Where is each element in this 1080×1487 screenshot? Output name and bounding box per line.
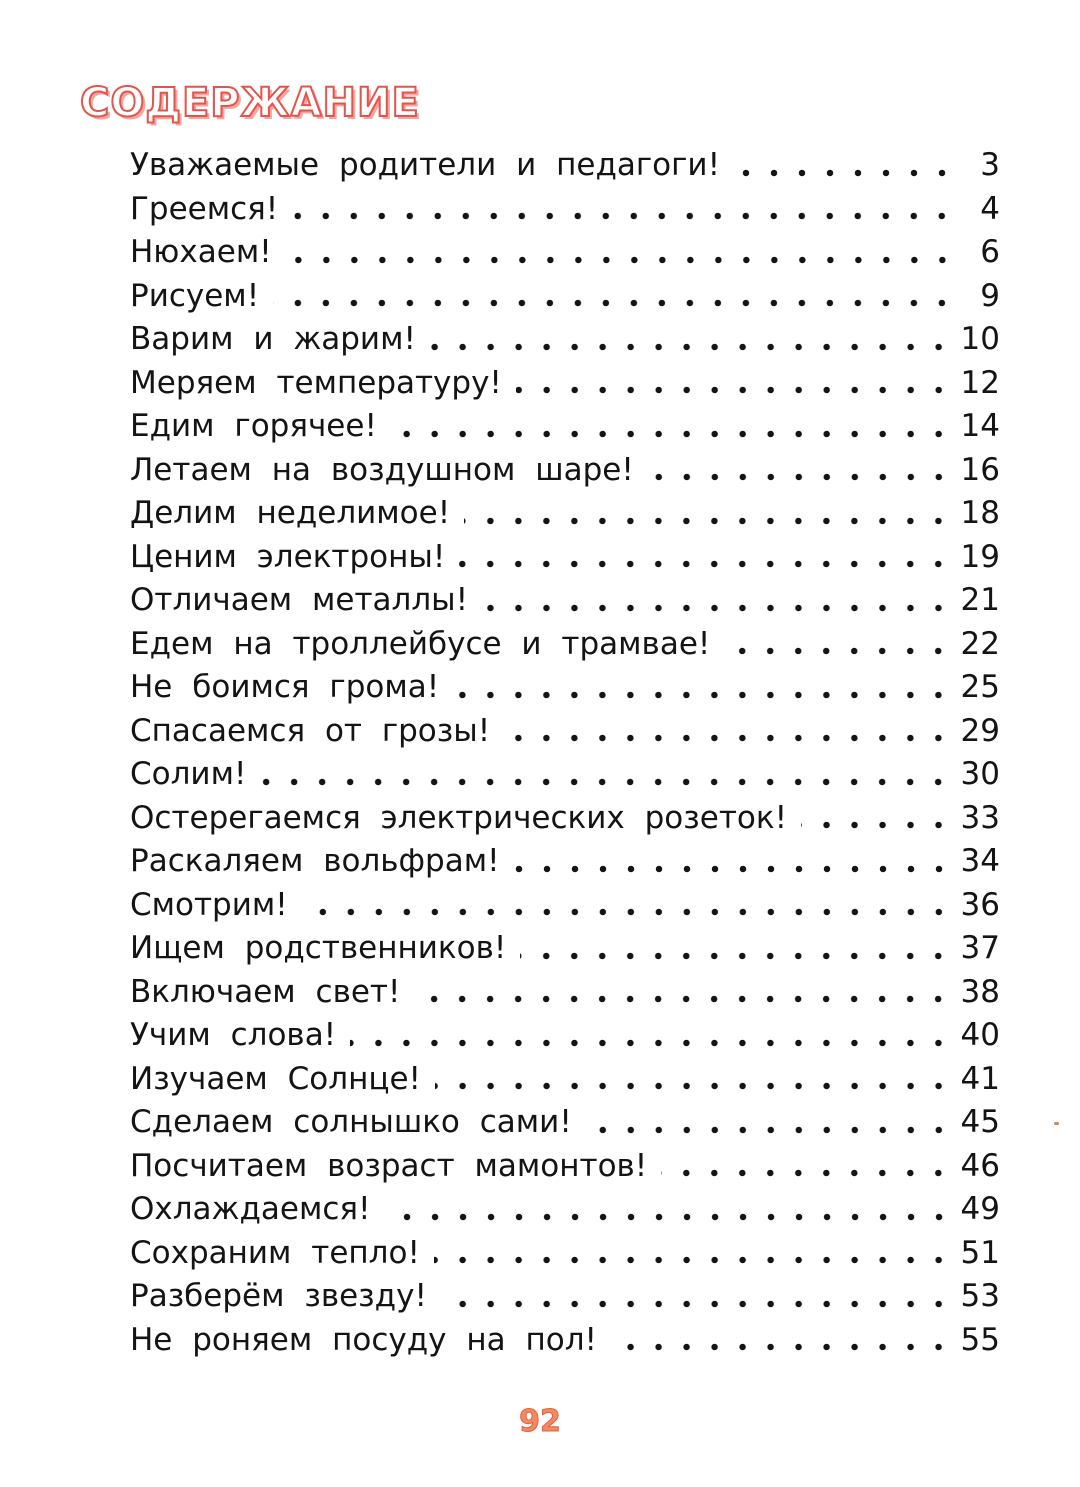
toc-entry-page: 12	[960, 364, 1000, 401]
print-speck	[1054, 1122, 1059, 1125]
toc-entry-title: Не боимся грома!	[130, 669, 440, 705]
toc-entry-page: 10	[960, 321, 1000, 357]
toc-entry-title: Солим!	[130, 756, 247, 792]
toc-entry	[130, 797, 1000, 841]
table-of-contents	[130, 144, 1000, 1362]
dot-leader	[482, 604, 952, 612]
dot-leader	[459, 560, 952, 568]
dot-leader	[520, 952, 952, 960]
toc-entry-page: 33	[960, 799, 1000, 836]
dot-leader	[661, 1169, 952, 1177]
toc-entry-title: Варим и жарим!	[130, 321, 416, 357]
toc-entry	[130, 927, 1000, 971]
toc-entry	[130, 623, 1000, 667]
toc-entry-page: 19	[960, 538, 1000, 575]
toc-entry-title: Делим неделимое!	[130, 495, 451, 531]
page-number: 92	[519, 1404, 561, 1439]
dot-leader	[441, 1300, 953, 1308]
toc-entry-title: Летаем на воздушном шаре!	[130, 451, 634, 488]
toc-entry	[130, 449, 1000, 493]
dot-leader	[516, 386, 953, 394]
toc-entry-title: Охлаждаемся!	[130, 1191, 371, 1227]
dot-leader	[385, 1213, 953, 1221]
toc-entry	[130, 1188, 1000, 1232]
toc-entry-title: Раскаляем вольфрам!	[130, 843, 500, 879]
toc-entry-page: 25	[960, 669, 1000, 705]
dot-leader	[302, 908, 953, 916]
dot-leader	[286, 256, 956, 264]
toc-entry	[130, 318, 1000, 362]
dot-leader	[434, 1256, 953, 1264]
toc-entry	[130, 405, 1000, 449]
toc-entry	[130, 492, 1000, 536]
toc-entry	[130, 1014, 1000, 1058]
toc-entry-title: Сохраним тепло!	[130, 1234, 420, 1271]
dot-leader	[514, 865, 953, 873]
toc-entry-page: 4	[980, 190, 1000, 227]
toc-entry-page: 51	[960, 1234, 1000, 1271]
toc-entry-page: 53	[960, 1278, 1000, 1314]
toc-entry-page: 6	[980, 234, 1000, 270]
toc-entry-page: 30	[960, 756, 1000, 792]
toc-entry-title: Разберём звезду!	[130, 1278, 427, 1314]
toc-entry-page: 55	[960, 1321, 1000, 1358]
page-title: СОДЕРЖАНИЕ	[80, 79, 420, 126]
toc-entry	[130, 884, 1000, 928]
toc-entry-title: Едим горячее!	[130, 408, 377, 444]
toc-entry-page: 3	[980, 147, 1000, 183]
toc-entry-title: Учим слова!	[130, 1017, 337, 1053]
toc-entry-title: Спасаемся от грозы!	[130, 712, 491, 749]
toc-entry-page: 22	[960, 625, 1000, 662]
dot-leader	[260, 778, 952, 786]
toc-entry-title: Не роняем посуду на пол!	[130, 1321, 597, 1358]
dot-leader	[504, 734, 952, 742]
toc-entry-page: 45	[960, 1104, 1000, 1140]
toc-entry	[130, 753, 1000, 797]
toc-entry-page: 41	[960, 1060, 1000, 1097]
dot-leader	[586, 1126, 953, 1134]
toc-entry-title: Уважаемые родители и педагоги!	[130, 147, 720, 183]
toc-entry-page: 34	[960, 843, 1000, 879]
toc-entry-page: 14	[960, 408, 1000, 444]
dot-leader	[435, 1082, 953, 1090]
toc-entry-title: Смотрим!	[130, 886, 288, 923]
toc-entry	[130, 1145, 1000, 1189]
toc-entry-page: 37	[960, 930, 1000, 966]
dot-leader	[350, 1039, 952, 1047]
toc-entry-page: 38	[960, 973, 1000, 1010]
toc-entry-title: Ищем родственников!	[130, 930, 507, 966]
toc-entry-page: 49	[960, 1191, 1000, 1227]
toc-entry-page: 16	[960, 451, 1000, 488]
toc-entry	[130, 1058, 1000, 1102]
toc-entry-title: Посчитаем возраст мамонтов!	[130, 1147, 648, 1184]
toc-entry-page: 9	[980, 277, 1000, 314]
dot-leader	[648, 473, 953, 481]
toc-entry-page: 46	[960, 1147, 1000, 1184]
toc-entry	[130, 1319, 1000, 1363]
toc-entry	[130, 971, 1000, 1015]
toc-entry-title: Едем на троллейбусе и трамвае!	[130, 625, 711, 662]
toc-entry	[130, 579, 1000, 623]
toc-entry-page: 29	[960, 712, 1000, 749]
toc-entry	[130, 1275, 1000, 1319]
dot-leader	[430, 343, 953, 351]
dot-leader	[801, 821, 953, 829]
toc-entry-page: 18	[960, 495, 1000, 531]
toc-entry	[130, 1232, 1000, 1276]
toc-entry-title: Меряем температуру!	[130, 364, 502, 401]
toc-entry	[130, 840, 1000, 884]
toc-entry	[130, 536, 1000, 580]
toc-entry-title: Остерегаемся электрических розеток!	[130, 799, 787, 836]
toc-entry-page: 36	[960, 886, 1000, 923]
toc-entry-title: Включаем свет!	[130, 973, 401, 1010]
toc-entry	[130, 231, 1000, 275]
toc-entry-page: 21	[960, 582, 1000, 618]
dot-leader	[273, 299, 956, 307]
toc-entry-title: Изучаем Солнце!	[130, 1060, 421, 1097]
toc-entry	[130, 1101, 1000, 1145]
toc-entry-title: Отличаем металлы!	[130, 582, 469, 618]
toc-entry-title: Греемся!	[130, 190, 279, 227]
toc-entry-title: Ценим электроны!	[130, 538, 446, 575]
dot-leader	[734, 169, 956, 177]
dot-leader	[414, 995, 952, 1003]
dot-leader	[292, 212, 956, 220]
toc-entry	[130, 362, 1000, 406]
toc-entry-page: 40	[960, 1017, 1000, 1053]
toc-entry	[130, 666, 1000, 710]
toc-entry-title: Рисуем!	[130, 277, 260, 314]
toc-entry-title: Нюхаем!	[130, 234, 272, 270]
dot-leader	[464, 517, 952, 525]
toc-entry-title: Сделаем солнышко сами!	[130, 1104, 572, 1140]
toc-entry	[130, 188, 1000, 232]
dot-leader	[453, 691, 952, 699]
dot-leader	[391, 430, 953, 438]
dot-leader	[611, 1343, 953, 1351]
toc-entry	[130, 275, 1000, 319]
toc-entry	[130, 144, 1000, 188]
toc-entry	[130, 710, 1000, 754]
dot-leader	[724, 647, 952, 655]
